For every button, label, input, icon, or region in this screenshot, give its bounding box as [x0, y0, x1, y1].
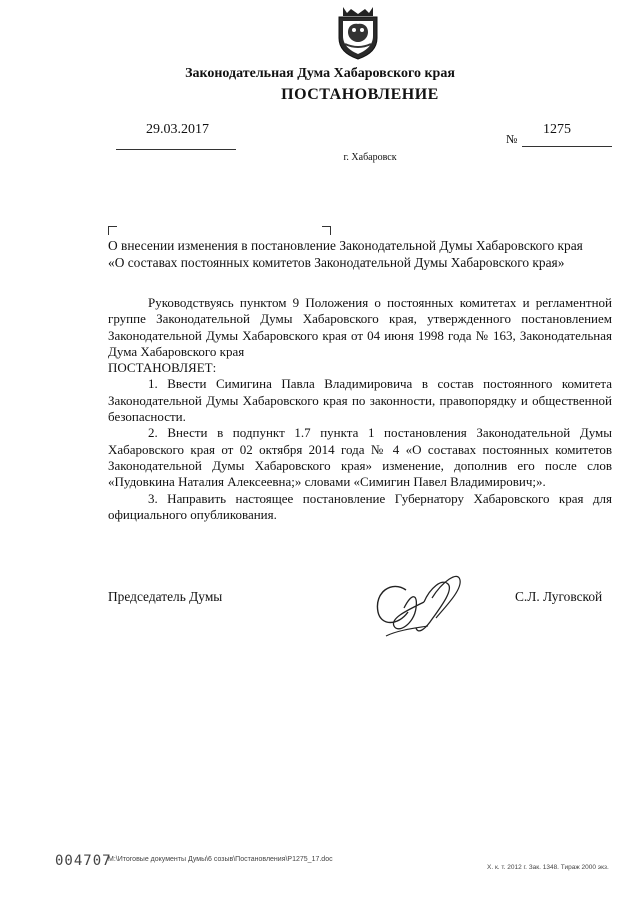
point-3-paragraph: 3. Направить настоящее постановление Губернатору Хабаровского края для официального опубликования. — [108, 490, 612, 522]
document-subject — [108, 237, 628, 271]
khabarovsk-coat-of-arms-icon — [333, 4, 383, 60]
signer-title: Председатель Думы — [108, 589, 223, 604]
number-label: № — [506, 132, 518, 146]
signer-name: С.Л. Луговской — [515, 589, 603, 604]
date-underline — [116, 149, 236, 150]
file-path: M:\Итоговые документы Думы\6 созыв\Постановления\P1275_17.doc — [108, 856, 333, 863]
handwritten-signature-icon — [368, 568, 468, 646]
document-city: г. Хабаровск — [343, 152, 397, 163]
subject-line-2: «О составах постоянных комитетов Законодательной Думы Хабаровского края» — [108, 255, 565, 270]
document-body — [108, 295, 612, 523]
point-1-paragraph: 1. Ввести Симигина Павла Владимировича в состав постоянного комитета Законодательной Думы Хабаровского края по законности, правопорядку и общественной безопасности. — [108, 376, 612, 425]
subject-corner-right — [322, 226, 331, 235]
document-number: 1275 — [543, 122, 571, 137]
print-info: Х. к. т. 2012 г. Зак. 1348. Тираж 2000 экз. — [487, 864, 609, 871]
subject-line-1: О внесении изменения в постановление Законодательной Думы Хабаровского края — [108, 238, 583, 253]
resolves-heading: ПОСТАНОВЛЯЕТ: — [108, 360, 217, 376]
document-date: 29.03.2017 — [146, 122, 209, 137]
preamble-paragraph: Руководствуясь пунктом 9 Положения о постоянных комитетах и регламентной группе Законодательной Думы Хабаровского края, утвержденного постановлением Законодательной Думы Хабаровского края от 04 июня 1998 года № 163, Законодательная Дума Хабаровского края — [108, 295, 612, 359]
registration-number: 004707 — [55, 853, 112, 869]
subject-corner-left — [108, 226, 117, 235]
number-underline — [522, 146, 612, 147]
point-2-paragraph: 2. Внести в подпункт 1.7 пункта 1 постановления Законодательной Думы Хабаровского края от 02 октября 2014 года № 4 «О составах постоянных комитетов Законодательной Думы Хабаровского края» изменение, дополнив его после слов «Пудовкина Наталия Алексеевна;» словами «Симигин Павел Владимирович;». — [108, 425, 612, 490]
organization-name: Законодательная Дума Хабаровского края — [185, 66, 455, 81]
document-type: ПОСТАНОВЛЕНИЕ — [281, 86, 439, 103]
